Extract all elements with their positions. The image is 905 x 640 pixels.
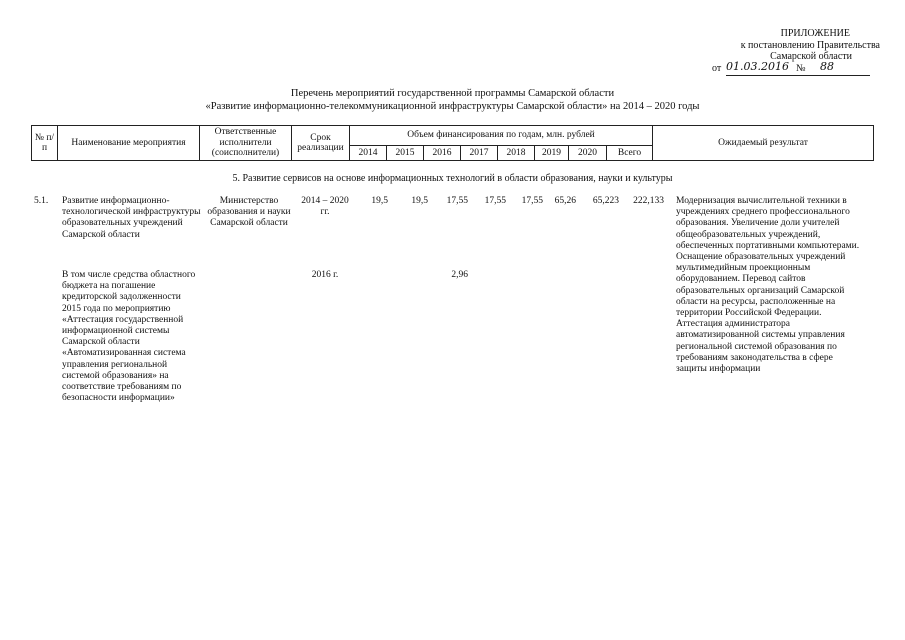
header-num: № п/п [32,126,58,161]
header-total: Всего [607,146,653,161]
header-year: 2017 [461,146,498,161]
row-executor: Министерство образования и науки Самарской области [207,196,291,229]
title-line-2: «Развитие информационно-телекоммуникационной инфраструктуры Самарской области» на 2014 – 2020 годы [205,100,700,112]
header-year: 2018 [498,146,535,161]
header-funding: Объем финансирования по годам, млн. рублей [350,126,653,146]
value-2016: 17,55 [446,196,468,206]
value-2020: 65,223 [592,196,619,206]
value-2014: 19,5 [371,196,388,206]
value-2015: 19,5 [411,196,428,206]
date-underline [726,75,870,76]
decree-number: 88 [820,59,834,73]
value-2018: 17,55 [521,196,543,206]
row-period: 2014 – 2020 гг. [301,196,349,218]
header-result: Ожидаемый результат [653,126,874,161]
header-year: 2016 [424,146,461,161]
value-total: 222,133 [633,196,664,206]
row-result: Модернизация вычислительной техники в учреждениях среднего профессионального образования. Увеличение доли учителей общеобразовательных учреждений, обеспеченных портативными компьютерами. Оснащение образовательных учреждений мультимедийным проекционным оборудованием. Перевод сайтов образовательных организаций Самарской области на ресурсы, расположенные на территории Российской Федерации. Аттестация администратора автоматизированной системы управления региональной системой образования по требованиям законодательства в сфере защиты информации [676,196,860,375]
value-2017: 17,55 [484,196,506,206]
header-period: Срок реализации [292,126,350,161]
subrow-value-2016: 2,96 [451,270,468,280]
section-title: 5. Развитие сервисов на основе информационных технологий в области образования, науки и культуры [232,173,673,184]
appendix-date-line [680,59,880,77]
appendix-decree: к постановлению Правительства [740,39,880,51]
value-2019: 65,26 [554,196,576,206]
subrow-name: В том числе средства областного бюджета на погашение кредиторской задолженности 2015 года по мероприятию «Аттестация государственной информационной системы Самарской области «Автоматизированная система управления региональной системой образования» на соответствие требованиям по безопасности информации» [62,270,196,404]
title-line-1: Перечень мероприятий государственной программы Самарской области [290,88,615,99]
header-year: 2014 [350,146,387,161]
header-table [31,125,874,161]
decree-date: 01.03.2016 [726,59,789,73]
header-year: 2020 [569,146,607,161]
row-number: 5.1. [34,196,49,206]
subrow-period: 2016 г. [311,270,339,280]
header-name: Наименование мероприятия [58,126,200,161]
document-title [0,88,905,113]
header-year: 2015 [387,146,424,161]
decree-number-label: № [796,62,806,74]
date-from-label: от [712,62,722,74]
row-name: Развитие информационно-технологической инфраструктуры образовательных учреждений Самарской области [62,196,201,240]
header-year: 2019 [535,146,569,161]
appendix-title: ПРИЛОЖЕНИЕ [780,28,850,39]
appendix-region: Самарской области [770,51,852,62]
appendix-block [680,28,880,77]
header-executors: Ответственные исполнители (соисполнители) [200,126,292,161]
